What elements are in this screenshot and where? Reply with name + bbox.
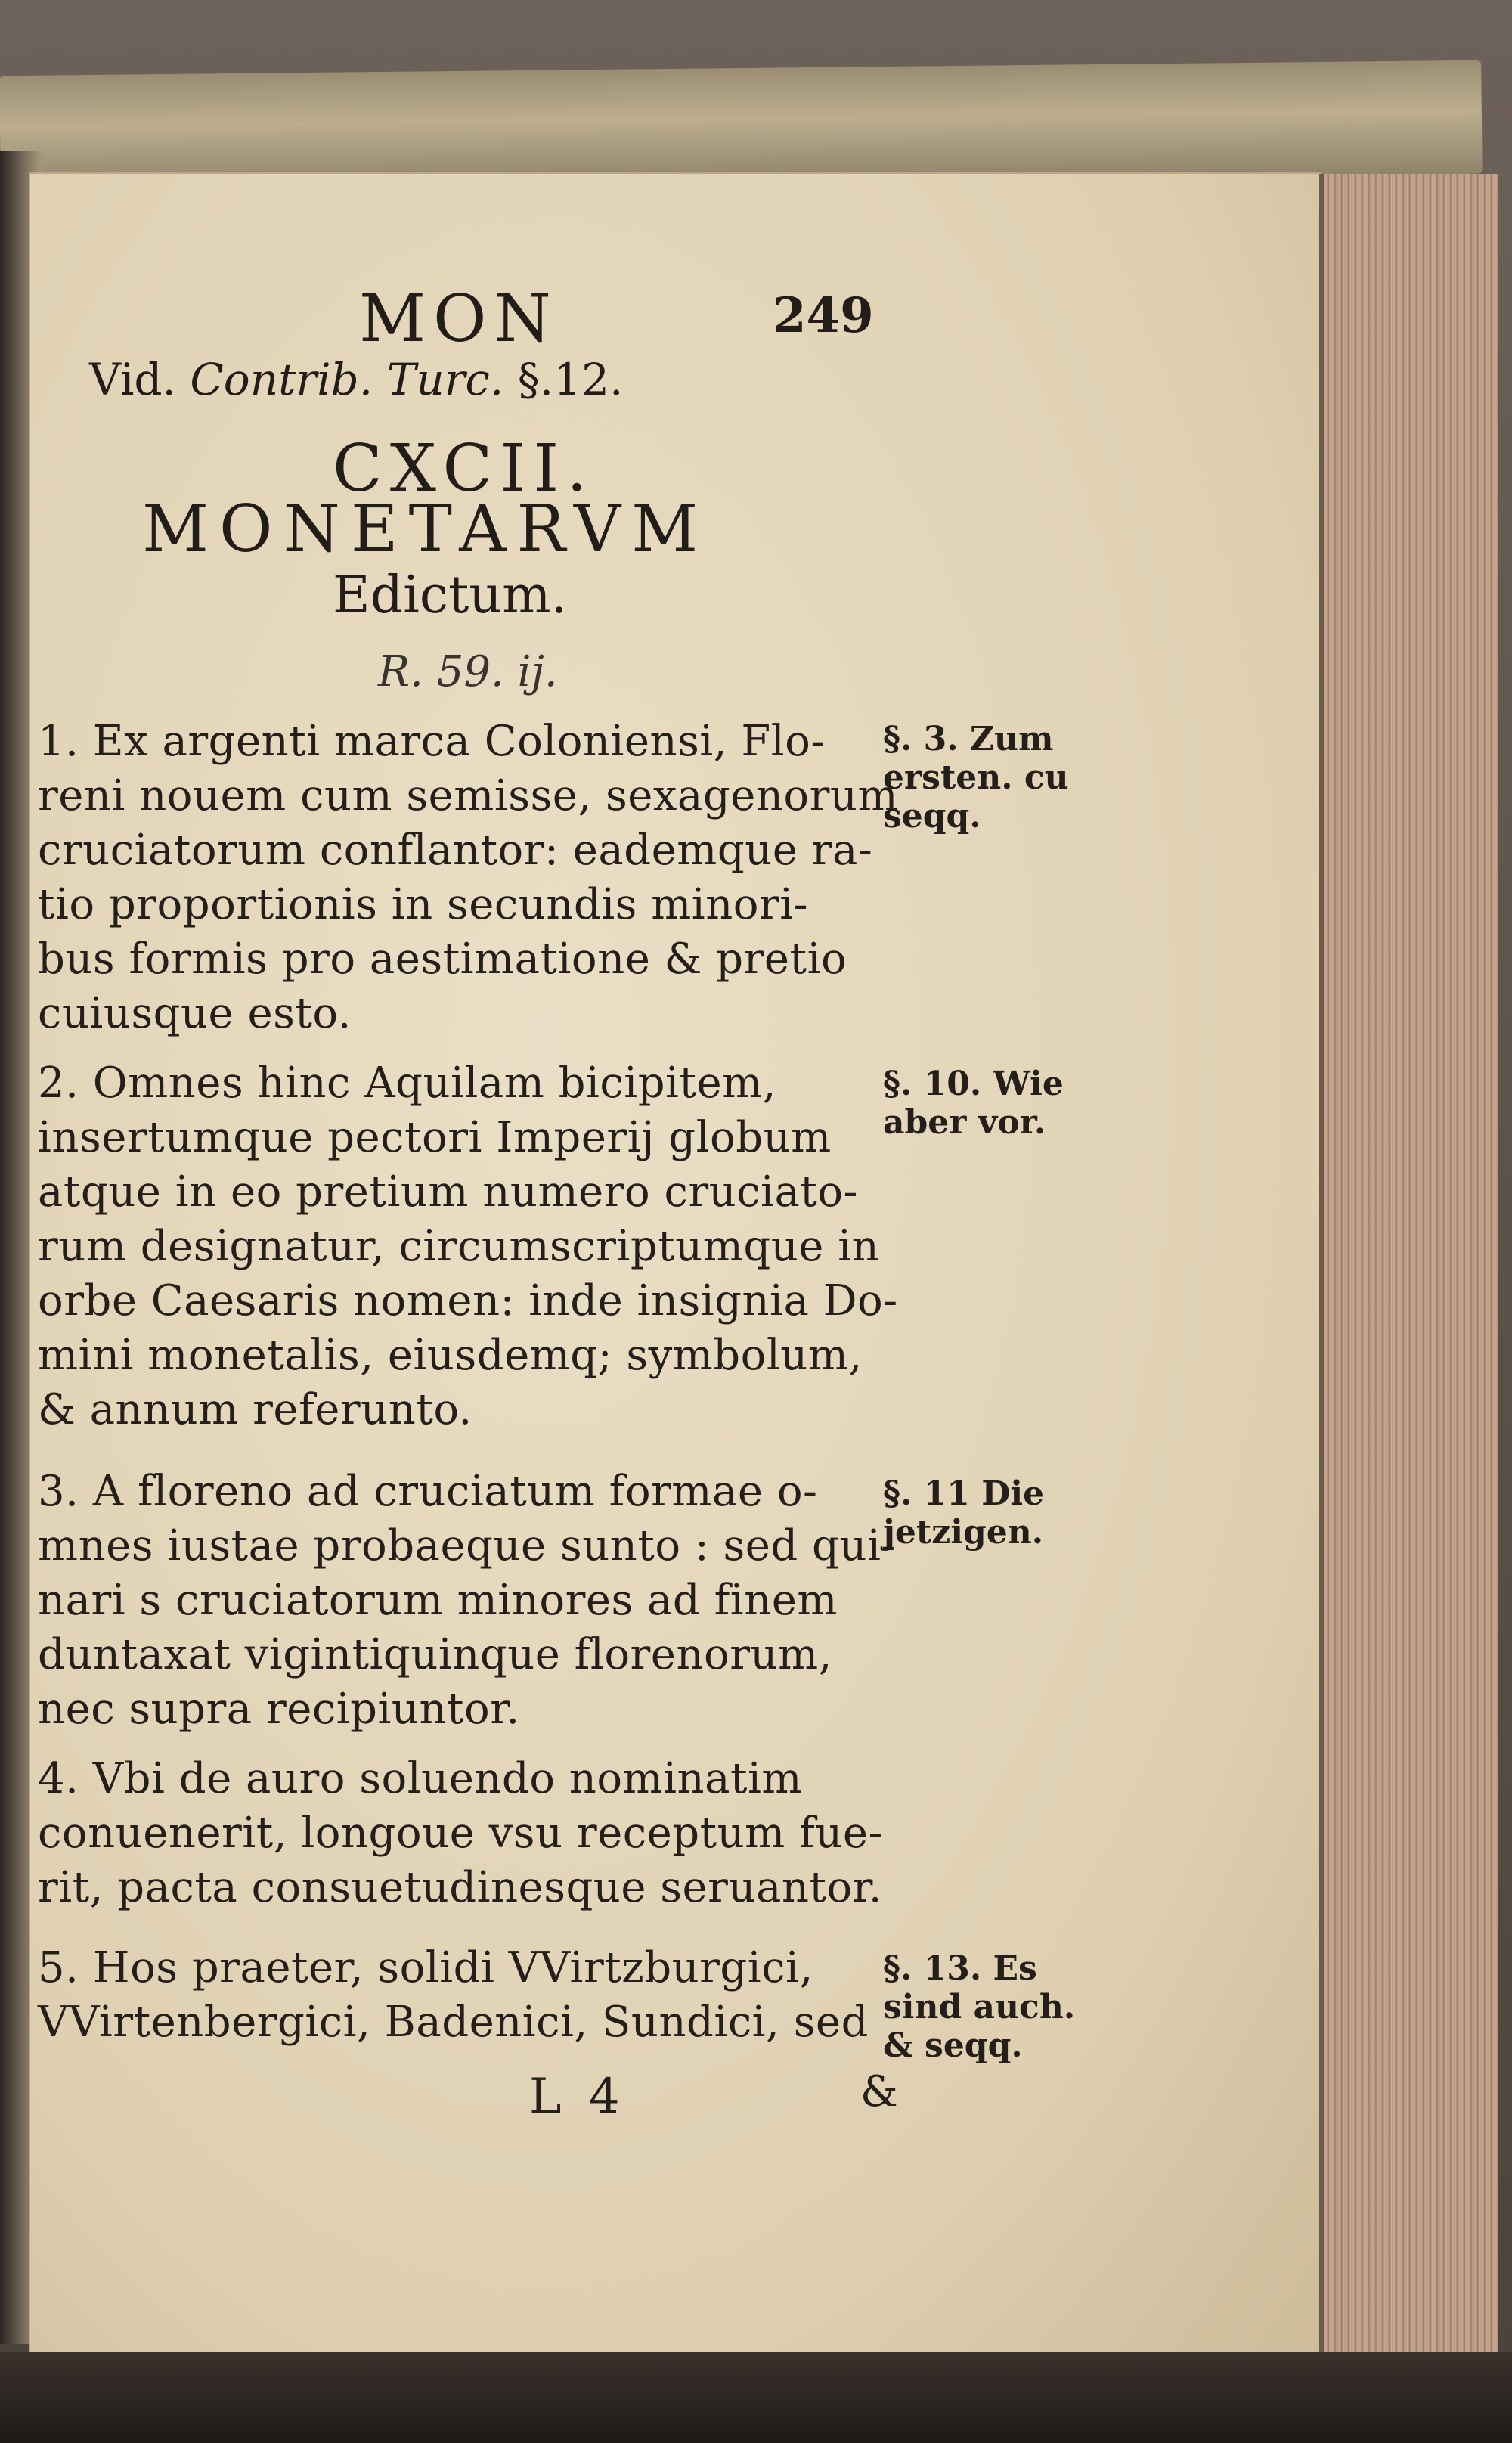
body-line: 2. Omnes hinc Aquilam bicipitem, <box>38 1059 776 1108</box>
margin-note-3 <box>883 1474 1044 1552</box>
catchword: & <box>860 2067 898 2116</box>
body-line: insertumque pectori Imperij globum <box>38 1113 832 1162</box>
body-line: rum designatur, circumscriptumque in <box>38 1222 880 1271</box>
bottom-shadow <box>0 2352 1512 2443</box>
margin-note-line: jetzigen. <box>883 1513 1044 1552</box>
vid-prefix: Vid. <box>89 354 176 405</box>
running-head: MON <box>359 281 559 357</box>
body-line: atque in eo pretium numero cruciato- <box>38 1167 858 1217</box>
body-line: 3. A floreno ad cruciatum formae o- <box>38 1467 818 1516</box>
body-line: tio proportionis in secundis minori- <box>38 880 809 929</box>
page-number: 249 <box>773 287 874 344</box>
body-line: nec supra recipiuntor. <box>38 1685 520 1734</box>
body-line: reni nouem cum semisse, sexagenorum <box>38 771 899 820</box>
book-cover-top-edge <box>0 60 1483 190</box>
body-line: mnes iustae probaeque sunto : sed qui- <box>38 1521 896 1570</box>
margin-note-line: §. 13. Es <box>883 1949 1037 1988</box>
body-line: & annum referunto. <box>38 1385 472 1434</box>
margin-note-1 <box>883 720 1069 836</box>
margin-note-line: ersten. cu <box>883 758 1069 797</box>
cross-reference-line <box>89 354 623 405</box>
body-line: 5. Hos praeter, solidi VVirtzburgici, <box>38 1943 813 1992</box>
vid-reference: Contrib. Turc. <box>190 354 504 405</box>
body-line: cuiusque esto. <box>38 989 352 1038</box>
margin-note-line: §. 11 Die <box>883 1474 1045 1513</box>
margin-note-line: §. 3. Zum <box>883 720 1054 758</box>
margin-note-line: aber vor. <box>883 1103 1046 1142</box>
source-reference: R. 59. ij. <box>378 647 558 696</box>
margin-note-line: & seqq. <box>883 2026 1023 2065</box>
margin-note-line: seqq. <box>883 797 981 836</box>
body-line: rit, pacta consuetudinesque seruantor. <box>38 1863 883 1912</box>
body-line: conuenerit, longoue vsu receptum fue- <box>38 1809 883 1858</box>
page-block-edge <box>1319 174 1498 2352</box>
margin-note-2 <box>883 1065 1064 1142</box>
margin-note-line: §. 10. Wie <box>883 1065 1064 1103</box>
signature-mark: L 4 <box>529 2069 626 2125</box>
section-subtitle: Edictum. <box>333 566 568 625</box>
body-line: bus formis pro aestimatione & pretio <box>38 935 847 984</box>
vid-section: §.12. <box>517 354 624 405</box>
body-line: mini monetalis, eiusdemq; symbolum, <box>38 1331 863 1380</box>
margin-note-4 <box>883 1949 1075 2065</box>
body-line: cruciatorum conflantor: eademque ra- <box>38 826 873 875</box>
section-numeral: CXCII. <box>333 431 595 507</box>
body-line: 1. Ex argenti marca Coloniensi, Flo- <box>38 717 826 766</box>
body-line: nari s cruciatorum minores ad finem <box>38 1576 838 1625</box>
body-line: 4. Vbi de auro soluendo nominatim <box>38 1754 803 1803</box>
section-title: MONETARVM <box>142 491 709 567</box>
margin-note-line: sind auch. <box>883 1988 1076 2026</box>
body-line: orbe Caesaris nomen: inde insignia Do- <box>38 1276 898 1325</box>
body-line: duntaxat vigintiquinque florenorum, <box>38 1630 832 1679</box>
body-line: VVirtenbergici, Badenici, Sundici, sed <box>38 1998 869 2047</box>
